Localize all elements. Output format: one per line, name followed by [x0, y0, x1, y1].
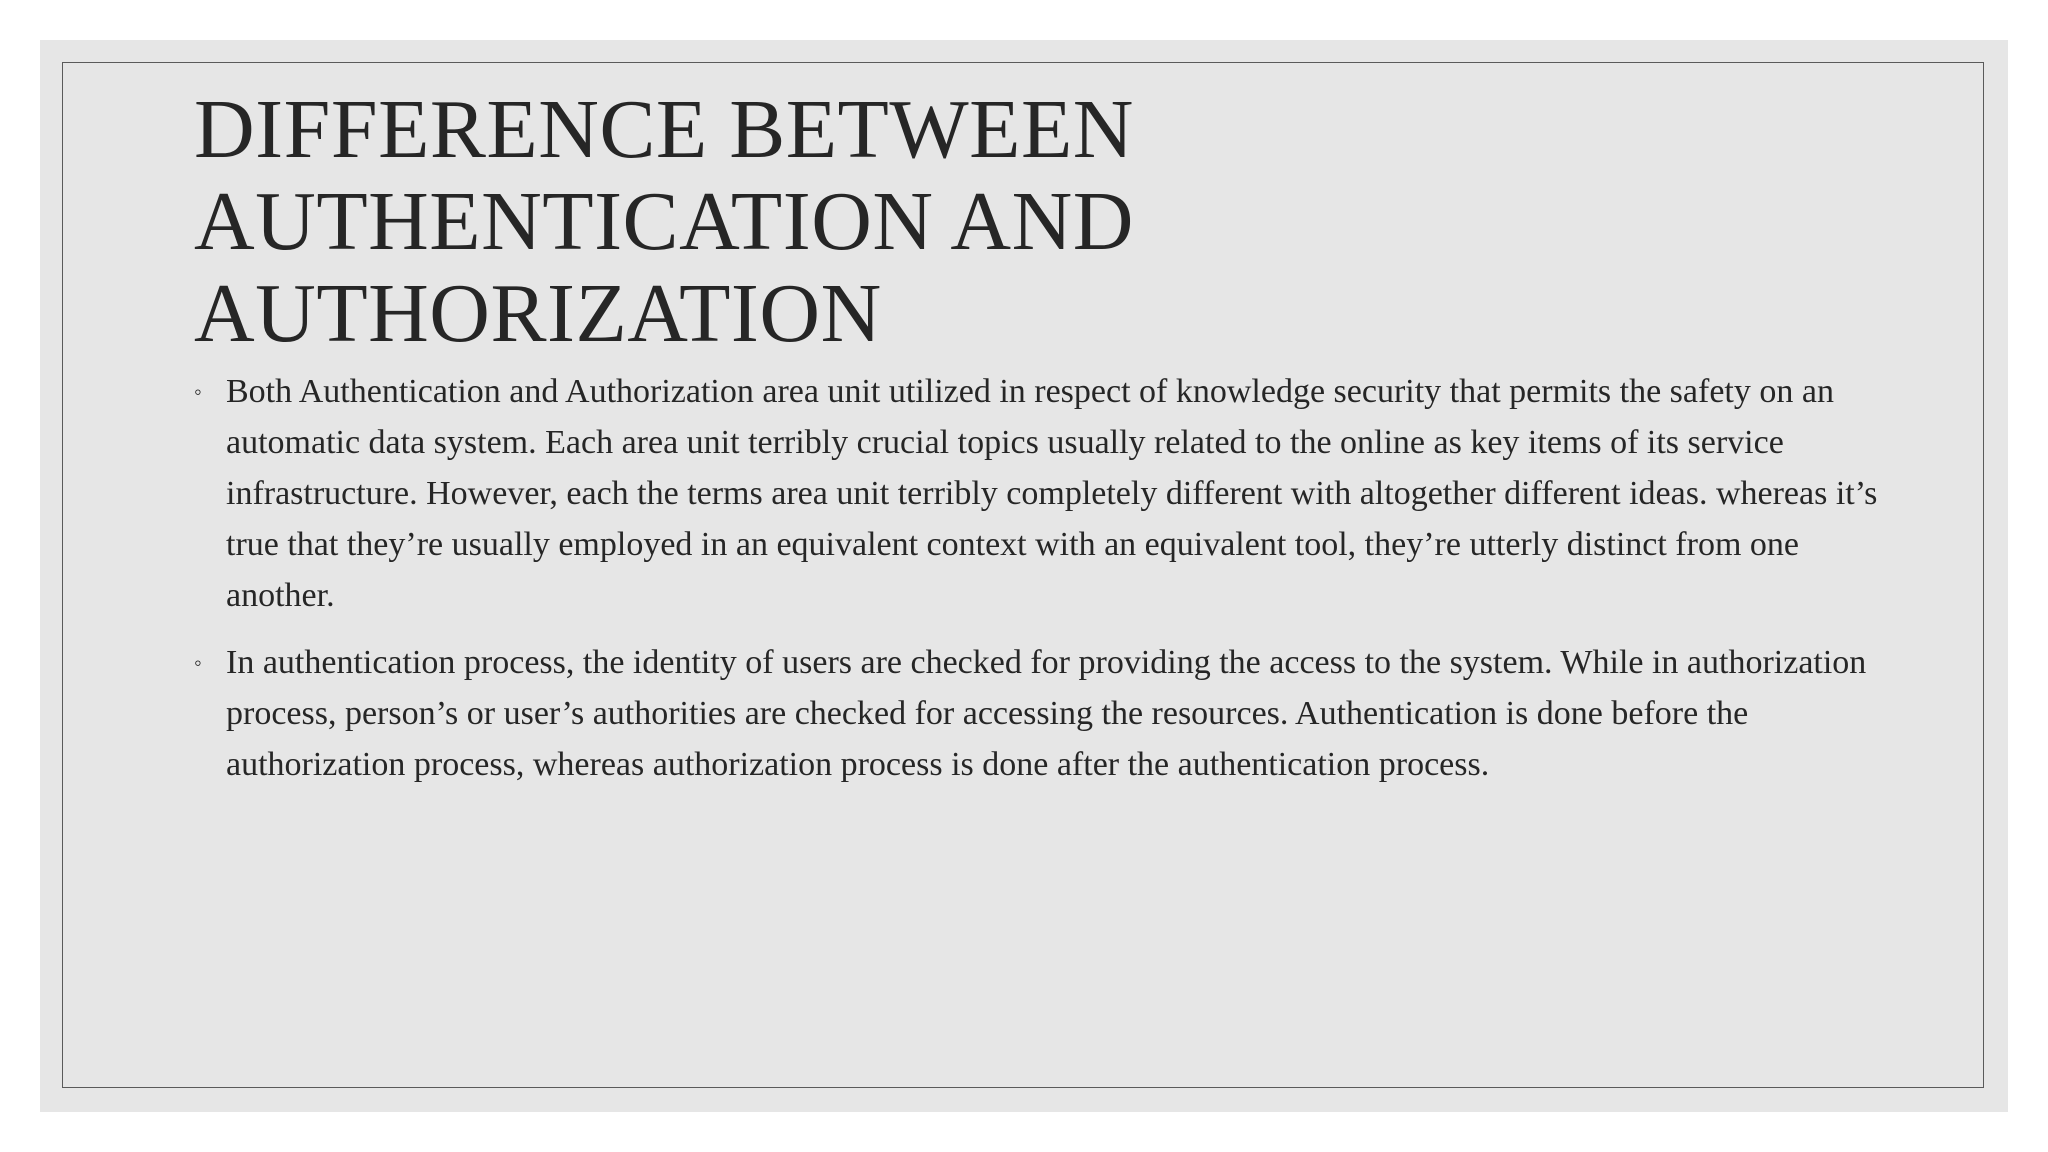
slide [40, 40, 2008, 1112]
slide-title: DIFFERENCE BETWEEN AUTHENTICATION AND AUTHORIZATION [194, 83, 1134, 360]
bullet-item [194, 366, 1894, 621]
bullet-item [194, 637, 1894, 790]
bullet-text: Both Authentication and Authorization area unit utilized in respect of knowledge security that permits the safety on an automatic data system. Each area unit terribly crucial topics usually related to the online as key items of its service infrastructure. However, each the terms area unit terribly completely different with altogether different ideas. whereas it’s true that they’re usually employed in an equivalent context with an equivalent tool, they’re utterly distinct from one another. [226, 373, 1878, 614]
bullet-text: In authentication process, the identity of users are checked for providing the access to the system. While in authorization process, person’s or user’s authorities are checked for accessing the resources. Authentication is done before the authorization process, whereas authorization process is done after the authentication process. [226, 644, 1867, 783]
bullet-circle-icon: ◦ [194, 650, 202, 675]
bullet-circle-icon: ◦ [194, 379, 202, 404]
bullet-list [194, 366, 1894, 806]
